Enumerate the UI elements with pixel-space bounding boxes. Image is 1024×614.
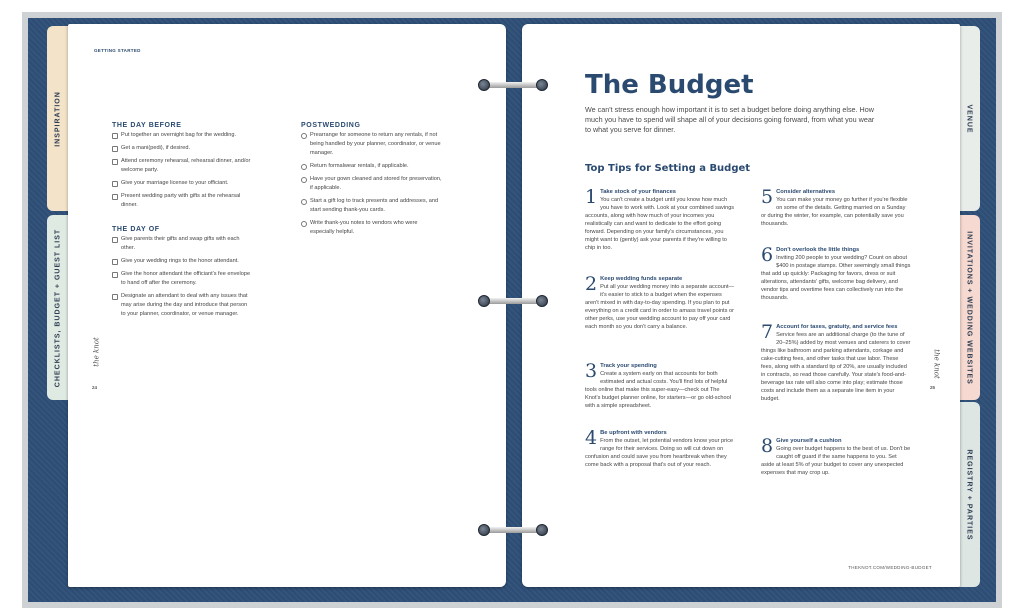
binder-ring [478,79,548,91]
binder-ring [478,524,548,536]
tip-number: 8 [761,435,774,457]
tip-number: 4 [585,427,598,449]
tab-inspiration[interactable] [47,26,69,211]
tab-label: REGISTRY + PARTIES [965,448,973,541]
tip-number: 7 [761,321,774,343]
tab-label: CHECKLISTS, BUDGET + GUEST LIST [54,228,62,387]
checklist-item[interactable]: Get a mani(pedi), if desired. [112,144,252,153]
tip-5 [761,188,911,228]
tip-1 [585,188,735,252]
checklist-item[interactable]: Present wedding party with gifts at the rehearsal dinner. [112,192,252,210]
tip-4 [585,429,735,469]
section-title-day-of: THE DAY OF [112,226,160,233]
tip-title: Account for taxes, gratuity, and service fees [776,324,898,330]
checklist-item[interactable]: Designate an attendant to deal with any issues that may arise during the day and introduce that person to your planner, coordinator, or venue manager. [112,292,252,319]
page-title: The Budget [585,70,754,100]
checklist-item[interactable]: Write thank-you notes to vendors who were especially helpful. [301,219,443,237]
checklist-item[interactable]: Give the honor attendant the officiant's fee envelope to hand off after the ceremony. [112,270,252,288]
tip-body: You can't create a budget until you know how much you have to work with. Look at your combined savings accounts, along with how much of your incomes you realistically can and want to dedicate to the effort going forward. Depending on your family's circumstances, you might want to (gently) ask your parents if they're willing to chip in too. [585,197,735,251]
tip-body: Service fees are an additional charge (to the tune of 20–25%) added by most venues and caterers to cover things like bathroom and parking attendants, corkage and cake-cutting fees, and other tasks that use labor. These fees, along with a standard tip of 20%, are usually included in contracts, so read those carefully. Your state's food-and-beverage tax rate will also come into play; estimate those costs and include them as a separate line item in your budget. [761,332,911,402]
tip-title: Be upfront with vendors [600,430,667,436]
tab-label: INSPIRATION [54,90,62,147]
checklist-item[interactable]: Give parents their gifts and swap gifts with each other. [112,235,252,253]
tab-label: INVITATIONS + WEDDING WEBSITES [965,230,973,385]
tip-title: Consider alternatives [776,189,836,195]
tip-body: Put all your wedding money into a separate account—it's easier to stick to a budget when the expenses aren't mixed in with day-to-day spending. If you plan to put everything on a credit card in order to amass travel points or other perks, use your wedding account to pay off your card each month so you don't carry a balance. [585,284,735,330]
brand-script-mark: the knot [92,337,101,367]
tip-body: From the outset, let potential vendors know your price range for their services. Doing so will cut down on confusion and could save you from heartbreak when they come back with a proposal that's out of your reach. [585,438,734,468]
tip-title: Keep wedding funds separate [600,276,683,282]
tip-body: Create a system early on that accounts for both estimated and actual costs. You'll find lots of helpful tools online that make this super-easy—check out The Knot's budget planner online, for starters—or go old-school with a simple spreadsheet. [585,371,731,409]
checklist-day-before [112,131,252,214]
checklist-item[interactable]: Start a gift log to track presents and addresses, and start sending thank-you cards. [301,197,443,215]
checklist-item[interactable]: Give your marriage license to your officiant. [112,179,252,188]
tab-registry[interactable] [958,402,980,587]
tip-body: You can make your money go further if you're flexible on some of the details. Getting married on a Sunday or during the winter, for example, can potentially save you thousands. [761,197,908,227]
checklist-item[interactable]: Attend ceremony rehearsal, rehearsal dinner, and/or welcome party. [112,157,252,175]
checklist-postwedding [301,131,443,241]
checklist-item[interactable]: Prearrange for someone to return any rentals, if not being handled by your planner, coordinator, or venue manager. [301,131,443,158]
footer-url[interactable]: THEKNOT.COM/WEDDING-BUDGET [848,565,932,570]
tip-number: 6 [761,244,774,266]
tip-8 [761,437,911,477]
tip-title: Don't overlook the little things [776,247,860,253]
section-title-day-before: THE DAY BEFORE [112,122,182,129]
tip-body: Going over budget happens to the best of us. Don't be caught off guard if the same happens to you. Set aside at least 5% of your budget to cover any unexpected expenses that may crop up. [761,446,911,476]
checklist-day-of [112,235,252,323]
running-head: GETTING STARTED [94,48,141,53]
tip-number: 5 [761,186,774,208]
page-number: 24 [92,385,98,390]
tip-number: 3 [585,360,598,382]
checklist-item[interactable]: Give your wedding rings to the honor attendant. [112,257,252,266]
page-number: 25 [930,385,936,390]
tip-number: 2 [585,273,598,295]
checklist-item[interactable]: Have your gown cleaned and stored for preservation, if applicable. [301,175,443,193]
tab-venue[interactable] [958,26,980,211]
tab-checklists[interactable] [47,215,69,400]
tip-2 [585,275,735,331]
tip-title: Give yourself a cushion [776,438,842,444]
section-subtitle: Top Tips for Setting a Budget [585,163,751,174]
binder-ring [478,295,548,307]
section-title-postwedding: POSTWEDDING [301,122,361,129]
tip-6 [761,246,911,302]
checklist-item[interactable]: Return formalwear rentals, if applicable. [301,162,443,171]
tip-number: 1 [585,186,598,208]
checklist-item[interactable]: Put together an overnight bag for the wedding. [112,131,252,140]
tip-3 [585,362,735,410]
tip-7 [761,323,911,403]
brand-script-mark: the knot [932,349,941,379]
tip-body: Inviting 200 people to your wedding? Count on about $400 in postage stamps. Other seemingly small things that add up quickly: Packaging for favors, dress or suit alterations, attendants' gifts, welcome bag delivery, and vendor tips and overtime fees can collectively run into the thousands. [761,255,911,301]
intro-paragraph: We can't stress enough how important it is to set a budget before doing anything else. How much you have to spend will shape all of your decisions going forward, from what you wear to what you serve for dinner. [585,105,875,135]
tab-label: VENUE [965,103,973,134]
tab-invitations[interactable] [958,215,980,400]
tip-title: Take stock of your finances [600,189,677,195]
tip-title: Track your spending [600,363,657,369]
